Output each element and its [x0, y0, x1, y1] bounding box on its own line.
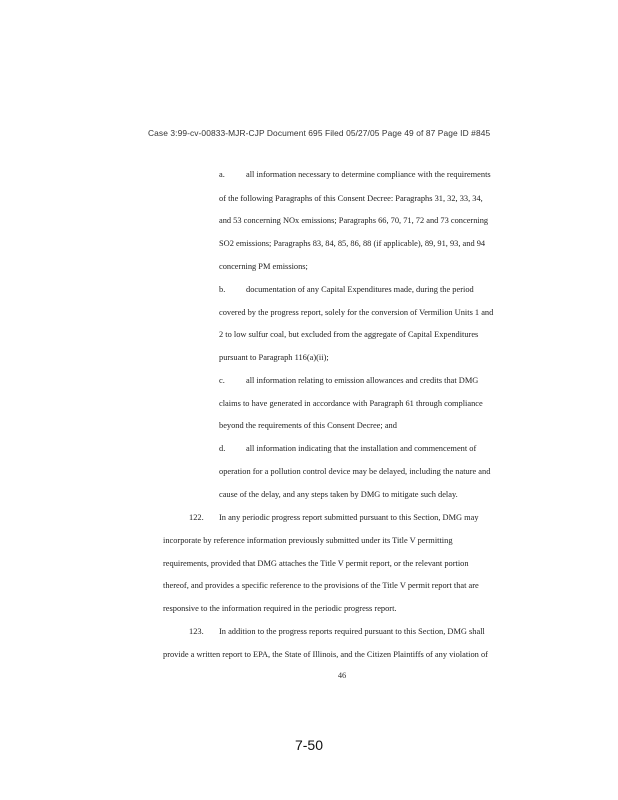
- item-b-line: documentation of any Capital Expenditures made, during the period: [246, 285, 474, 294]
- page-number: 46: [337, 671, 347, 680]
- item-c-line: claims to have generated in accordance with Paragraph 61 through compliance: [219, 399, 483, 408]
- item-c-line: all information relating to emission allowances and credits that DMG: [246, 376, 479, 385]
- item-b-line: 2 to low sulfur coal, but excluded from the aggregate of Capital Expenditures: [219, 330, 479, 339]
- item-a-line: of the following Paragraphs of this Consent Decree: Paragraphs 31, 32, 33, 34,: [219, 194, 483, 203]
- item-b-letter: b.: [219, 285, 226, 294]
- item-d-line: all information indicating that the installation and commencement of: [246, 444, 477, 453]
- item-c-line: beyond the requirements of this Consent Decree; and: [219, 421, 397, 430]
- item-d-line: operation for a pollution control device may be delayed, including the nature and: [219, 467, 491, 476]
- item-a-line: concerning PM emissions;: [219, 262, 308, 271]
- paragraph-122-line: thereof, and provides a specific reference to the provisions of the Title V permit report that are: [163, 581, 479, 590]
- paragraph-123-line: In addition to the progress reports required pursuant to this Section, DMG shall: [219, 627, 485, 636]
- paragraph-123-number: 123.: [189, 627, 204, 636]
- item-a-line: SO2 emissions; Paragraphs 83, 84, 85, 86, 88 (if applicable), 89, 91, 93, and 94: [219, 239, 486, 248]
- paragraph-122-number: 122.: [189, 513, 204, 522]
- item-c-letter: c.: [219, 376, 225, 385]
- exhibit-number: 7-50: [294, 737, 324, 753]
- paragraph-122-line: In any periodic progress report submitted pursuant to this Section, DMG may: [219, 513, 479, 522]
- item-b-line: pursuant to Paragraph 116(a)(ii);: [219, 353, 329, 362]
- case-header: Case 3:99-cv-00833-MJR-CJP Document 695 Filed 05/27/05 Page 49 of 87 Page ID #845: [148, 128, 491, 138]
- paragraph-122-line: requirements, provided that DMG attaches the Title V permit report, or the relevant portion: [163, 559, 469, 568]
- paragraph-122-line: responsive to the information required in the periodic progress report.: [163, 604, 397, 613]
- item-a-line: and 53 concerning NOx emissions; Paragraphs 66, 70, 71, 72 and 73 concerning: [219, 216, 489, 225]
- item-d-letter: d.: [219, 444, 226, 453]
- item-b-line: covered by the progress report, solely for the conversion of Vermilion Units 1 and: [219, 308, 494, 317]
- item-a-letter: a.: [219, 170, 225, 179]
- item-d-line: cause of the delay, and any steps taken by DMG to mitigate such delay.: [219, 490, 458, 499]
- paragraph-123-line: provide a written report to EPA, the State of Illinois, and the Citizen Plaintiffs of any violation of: [163, 650, 488, 659]
- item-a-line: all information necessary to determine compliance with the requirements: [246, 170, 491, 179]
- paragraph-122-line: incorporate by reference information previously submitted under its Title V permitting: [163, 536, 453, 545]
